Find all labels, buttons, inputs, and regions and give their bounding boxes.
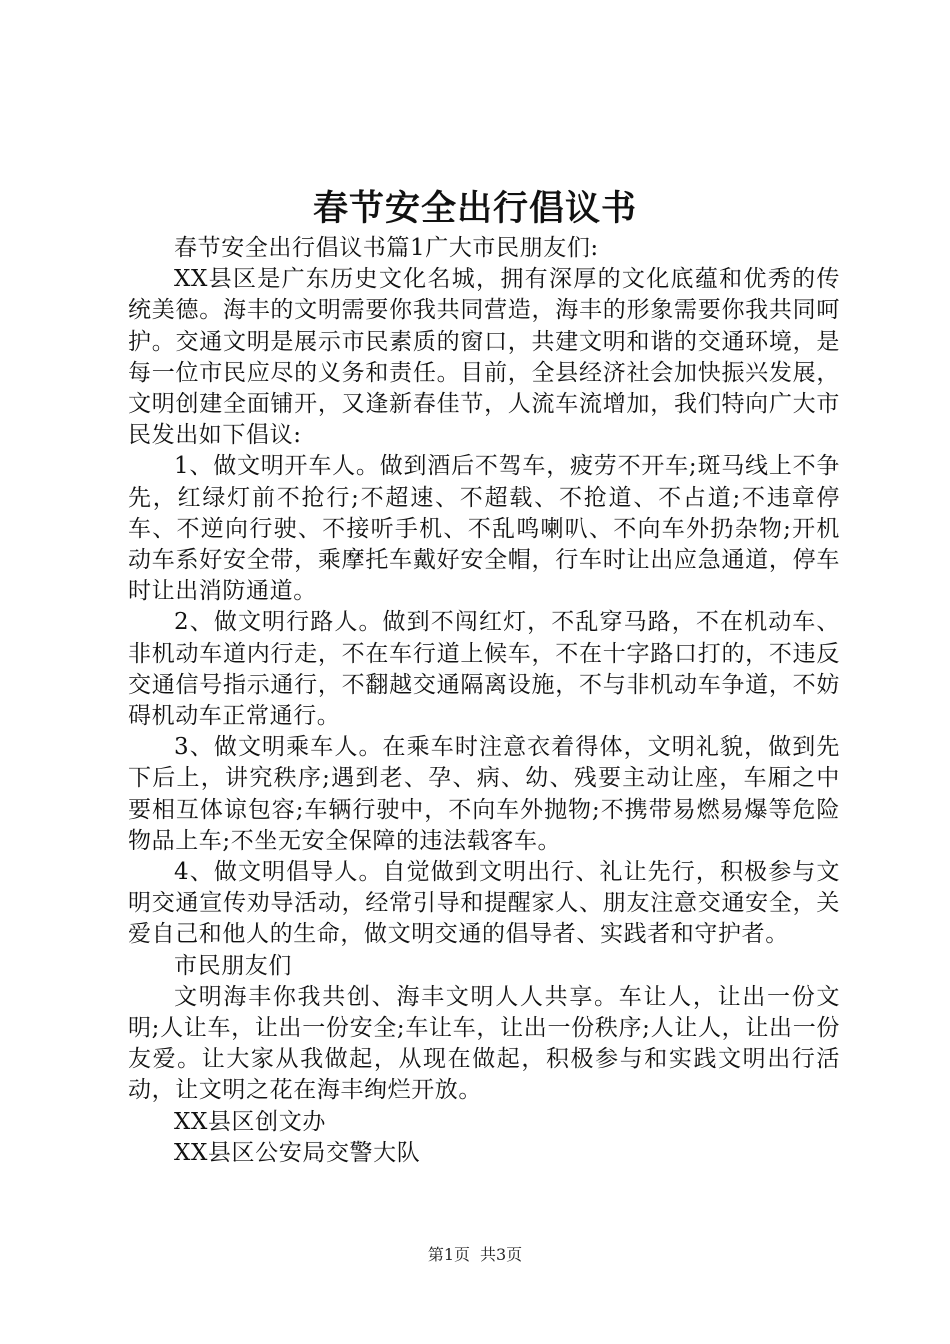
paragraph-intro: XX县区是广东历史文化名城，拥有深厚的文化底蕴和优秀的传统美德。海丰的文明需要你我共同营造，海丰的形象需要你我共同呵护。交通文明是展示市民素质的窗口，共建文明和谐的交通环境，是每一位市民应尽的义务和责任。目前，全县经济社会加快振兴发展，文明创建全面铺开，又逢新春佳节，人流车流增加，我们特向广大市民发出如下倡议: (128, 266, 840, 449)
signature-office: XX县区创文办 (174, 1108, 326, 1135)
paragraph-advocate: 4、做文明倡导人。自觉做到文明出行、礼让先行，积极参与文明交通宣传劝导活动，经常引导和提醒家人、朋友注意交通安全，关爱自己和他人的生命，做文明交通的倡导者、实践者和守护者。 (128, 859, 840, 948)
paragraph-address: 市民朋友们 (174, 952, 292, 979)
paragraph-closing: 文明海丰你我共创、海丰文明人人共享。车让人，让出一份文明;人让车，让出一份安全;车让车，让出一份秩序;人让人，让出一份友爱。让大家从我做起，从现在做起，积极参与和实践文明出行活动，让文明之花在海丰绚烂开放。 (128, 983, 840, 1104)
paragraph-pedestrian: 2、做文明行路人。做到不闯红灯，不乱穿马路，不在机动车、非机动车道内行走，不在车行道上候车，不在十字路口打的，不违反交通信号指示通行，不翻越交通隔离设施，不与非机动车争道，不妨碍机动车正常通行。 (128, 609, 840, 730)
page-footer (0, 1244, 950, 1266)
page-total: 共3页 (480, 1245, 523, 1264)
document-body (128, 233, 840, 1169)
page-number: 第1页 (427, 1245, 470, 1264)
signature-police: XX县区公安局交警大队 (174, 1139, 421, 1166)
paragraph-passenger: 3、做文明乘车人。在乘车时注意衣着得体，文明礼貌，做到先下后上，讲究秩序;遇到老、孕、病、幼、残要主动让座，车厢之中要相互体谅包容;车辆行驶中，不向车外抛物;不携带易燃易爆等危险物品上车;不坐无安全保障的违法载客车。 (128, 734, 840, 854)
paragraph-driver: 1、做文明开车人。做到酒后不驾车，疲劳不开车;斑马线上不争先，红绿灯前不抢行;不超速、不超载、不抢道、不占道;不违章停车、不逆向行驶、不接听手机、不乱鸣喇叭、不向车外扔杂物;开机动车系好安全带，乘摩托车戴好安全帽，行车时让出应急通道，停车时让出消防通道。 (128, 453, 840, 605)
paragraph-greeting: 春节安全出行倡议书篇1广大市民朋友们: (174, 235, 599, 261)
document-title: 春节安全出行倡议书 (312, 188, 637, 229)
